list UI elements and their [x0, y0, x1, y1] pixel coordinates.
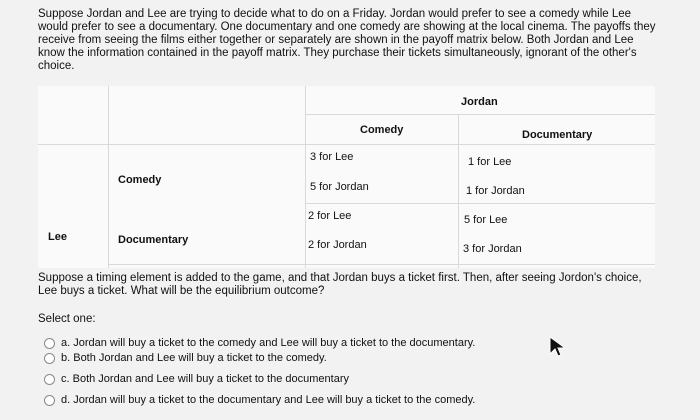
answer-option-c[interactable]: [44, 373, 349, 385]
payoff-lee: 5 for Lee: [464, 214, 508, 226]
payoff-jordan: 2 for Jordan: [308, 239, 367, 251]
column-header-documentary: Documentary: [522, 129, 593, 141]
payoff-jordan: 5 for Jordan: [310, 181, 369, 193]
matrix-line: [305, 86, 306, 268]
option-label: b. Both Jordan and Lee will buy a ticket to the comedy.: [61, 352, 327, 364]
payoff-jordan: 3 for Jordan: [463, 243, 522, 255]
answer-option-a[interactable]: [44, 337, 475, 349]
column-header-comedy: Comedy: [360, 124, 404, 136]
row-header-documentary: Documentary: [118, 234, 189, 246]
matrix-line: [305, 203, 655, 204]
row-player-label: Lee: [48, 231, 67, 243]
option-label: d. Jordan will buy a ticket to the documentary and Lee will buy a ticket to the comedy.: [61, 394, 476, 406]
radio-button[interactable]: [44, 395, 55, 406]
matrix-line: [108, 264, 655, 265]
matrix-line: [38, 144, 655, 145]
answer-option-d[interactable]: [44, 394, 475, 406]
column-player-label: Jordan: [461, 96, 498, 108]
payoff-matrix: [38, 86, 655, 268]
option-label: a. Jordan will buy a ticket to the comedy and Lee will buy a ticket to the documentary.: [61, 337, 476, 349]
matrix-line: [108, 86, 109, 268]
question-text: Suppose Jordan and Lee are trying to decide what to do on a Friday. Jordan would prefer to see a comedy while Lee would prefer to see a documentary. One documentary and one comedy are showing at the local cinema. The payoffs they receive from seeing the films either together or separately are shown in the payoff matrix below. Both Jordan and Lee know the information contained in the payoff matrix. They purchase their tickets simultaneously, ignorant of the other's choice.: [38, 8, 656, 72]
radio-button[interactable]: [44, 338, 55, 349]
payoff-jordan: 1 for Jordan: [466, 185, 525, 197]
option-label: c. Both Jordan and Lee will buy a ticket to the documentary: [61, 373, 349, 385]
payoff-lee: 1 for Lee: [468, 156, 512, 168]
select-one-label: Select one:: [38, 313, 96, 325]
answer-option-b[interactable]: [44, 352, 327, 364]
matrix-line: [458, 114, 459, 268]
payoff-lee: 3 for Lee: [310, 151, 354, 163]
payoff-lee: 2 for Lee: [308, 210, 352, 222]
row-header-comedy: Comedy: [118, 174, 162, 186]
follow-up-question: Suppose a timing element is added to the game, and that Jordan buys a ticket first. Then, after seeing Jordon's choice, Lee buys a ticket. What will be the equilibrium outcome?: [38, 272, 642, 297]
mouse-pointer-icon: [548, 334, 568, 358]
matrix-line: [305, 114, 655, 115]
radio-button[interactable]: [44, 353, 55, 364]
radio-button[interactable]: [44, 374, 55, 385]
